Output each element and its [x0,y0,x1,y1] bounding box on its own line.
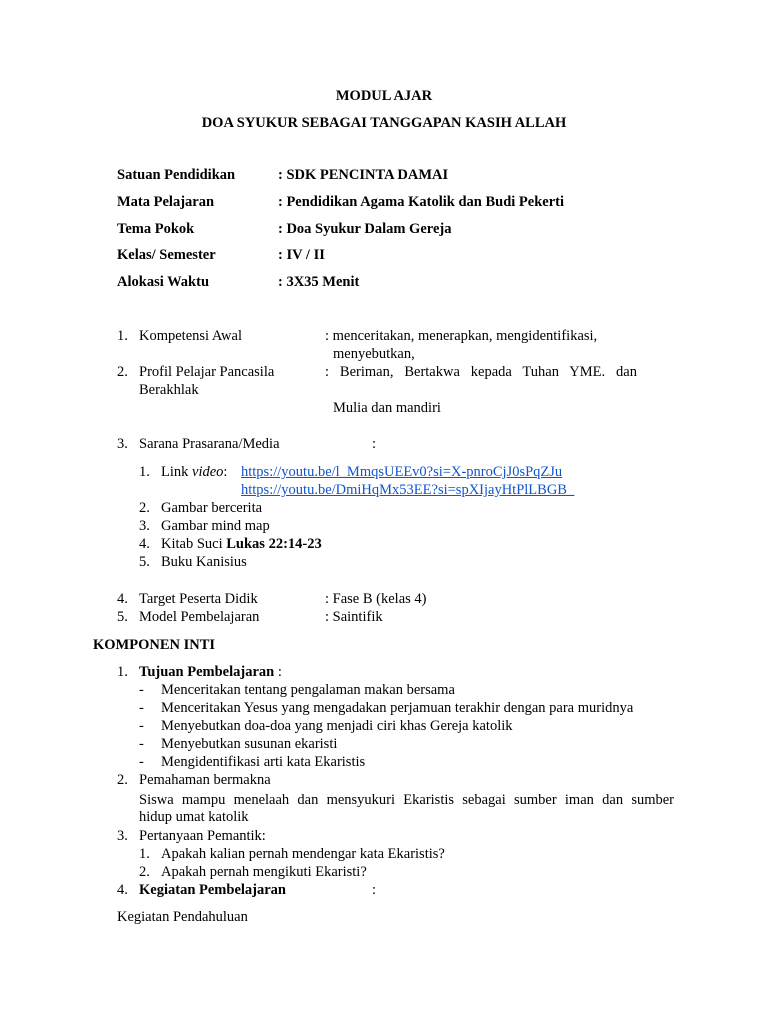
identity-value: : IV / II [278,247,325,263]
bullet-mark: - [139,754,144,770]
list-number: 2. [117,772,128,788]
pertanyaan-heading: Pertanyaan Pemantik: [139,828,266,844]
tujuan-item: Menceritakan tentang pengalaman makan bersama [161,682,455,698]
identity-label: Mata Pelajaran [117,194,215,210]
tujuan-heading: Tujuan Pembelajaran : [139,664,282,680]
list-number: 5. [117,609,128,625]
video-link-2[interactable]: https://youtu.be/DmiHqMx53EE?si=spXIjayHtPlLBGB_ [241,482,575,498]
list-number: 3. [117,436,128,452]
tujuan-item: Menyebutkan doa-doa yang menjadi ciri khas Gereja katolik [161,718,513,734]
bullet-mark: - [139,682,144,698]
bullet-mark: - [139,700,144,716]
list-number: 3. [117,828,128,844]
profil-label-cont: Berakhlak [139,382,199,398]
identity-value: : 3X35 Menit [278,274,360,290]
identity-label: Tema Pokok [117,221,195,237]
profil-label: Profil Pelajar Pancasila [139,364,275,380]
media-number: 1. [139,464,150,480]
sarana-label: Sarana Prasarana/Media [139,436,280,452]
identity-value: : Doa Syukur Dalam Gereja [278,221,452,237]
target-value: : Fase B (kelas 4) [325,591,427,607]
kompetensi-value: : menceritakan, menerapkan, mengidentifikasi, [325,328,598,344]
identity-value: : SDK PENCINTA DAMAI [278,167,449,183]
question-number: 2. [139,864,150,880]
media-number: 2. [139,500,150,516]
list-number: 2. [117,364,128,380]
list-number: 1. [117,328,128,344]
bullet-mark: - [139,718,144,734]
media-link-label: Link video: [161,464,228,480]
pemahaman-heading: Pemahaman bermakna [139,772,271,788]
question-item: Apakah pernah mengikuti Ekaristi? [161,864,367,880]
list-number: 4. [117,882,128,898]
media-item: Kitab Suci Lukas 22:14-23 [161,536,322,552]
model-label: Model Pembelajaran [139,609,260,625]
media-item: Buku Kanisius [161,554,247,570]
sarana-colon: : [372,436,377,452]
question-number: 1. [139,846,150,862]
document-subtitle: DOA SYUKUR SEBAGAI TANGGAPAN KASIH ALLAH [201,115,567,131]
media-number: 4. [139,536,150,552]
target-label: Target Peserta Didik [139,591,258,607]
media-number: 5. [139,554,150,570]
identity-label: Satuan Pendidikan [117,167,236,183]
kegiatan-heading: Kegiatan Pembelajaran [139,882,286,898]
identity-label: Alokasi Waktu [117,274,210,290]
kompetensi-value-cont: menyebutkan, [333,346,415,362]
tujuan-item: Menyebutkan susunan ekaristi [161,736,338,752]
pendahuluan-heading: Kegiatan Pendahuluan [117,909,248,925]
kegiatan-colon: : [372,882,377,898]
media-item: Gambar mind map [161,518,270,534]
list-number: 4. [117,591,128,607]
question-item: Apakah kalian pernah mendengar kata Ekaristis? [161,846,445,862]
identity-value: : Pendidikan Agama Katolik dan Budi Pekerti [278,194,565,210]
section-heading: KOMPONEN INTI [93,637,216,653]
tujuan-item: Menceritakan Yesus yang mengadakan perjamuan terakhir dengan para muridnya [161,700,634,716]
identity-label: Kelas/ Semester [117,247,216,263]
pemahaman-text-cont: hidup umat katolik [139,809,249,825]
profil-value: : Beriman, Bertakwa kepada Tuhan YME. dan [325,364,637,380]
profil-value-cont: Mulia dan mandiri [333,400,441,416]
tujuan-item: Mengidentifikasi arti kata Ekaristis [161,754,366,770]
pemahaman-text: Siswa mampu menelaah dan mensyukuri Ekaristis sebagai sumber iman dan sumber [139,792,674,808]
media-number: 3. [139,518,150,534]
list-number: 1. [117,664,128,680]
video-link-1[interactable]: https://youtu.be/l_MmqsUEEv0?si=X-pnroCjJ0sPqZJu [241,464,563,480]
bullet-mark: - [139,736,144,752]
kompetensi-label: Kompetensi Awal [139,328,242,344]
document-title: MODUL AJAR [335,88,433,104]
model-value: : Saintifik [325,609,383,625]
media-item: Gambar bercerita [161,500,263,516]
